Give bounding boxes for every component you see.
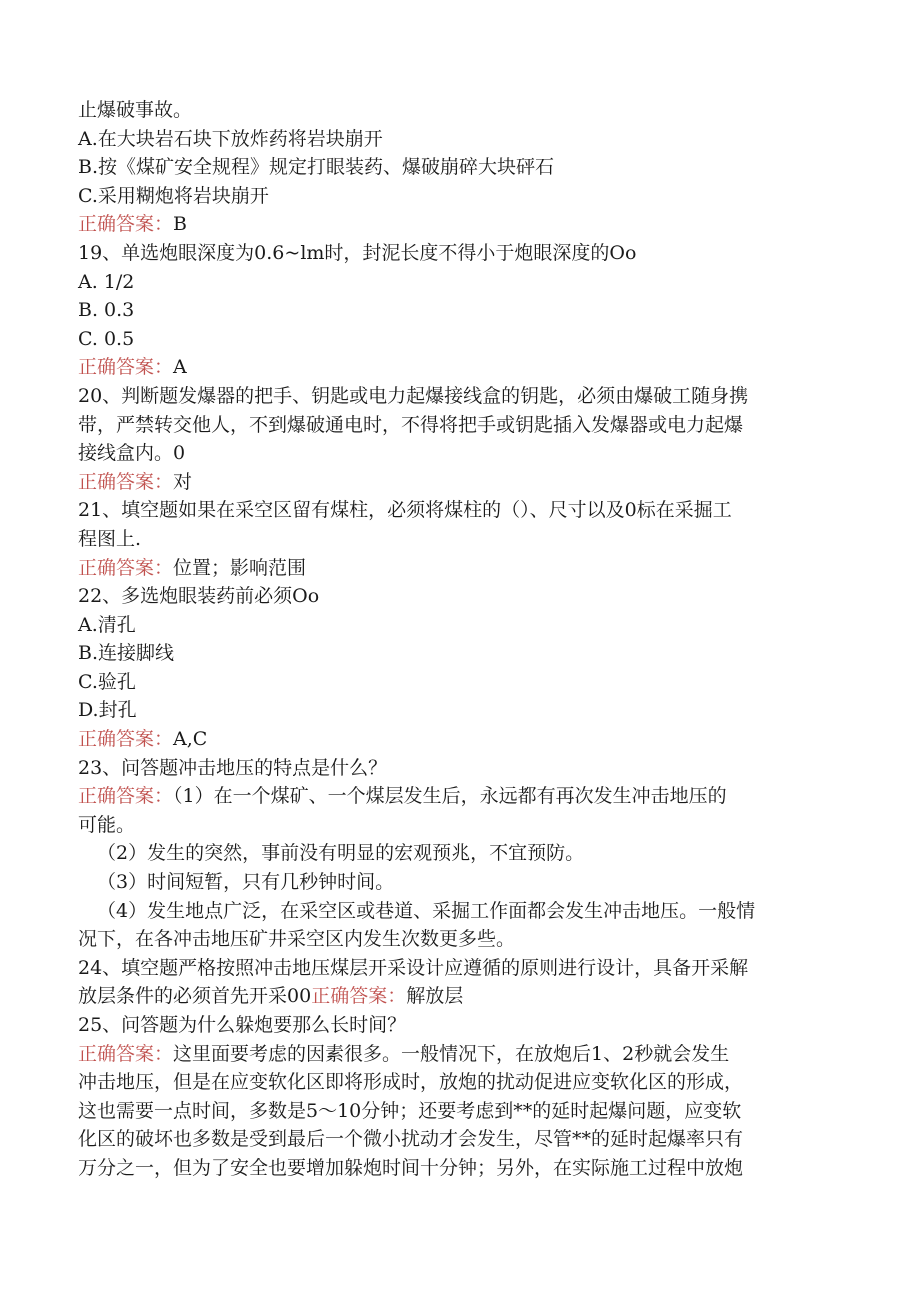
text-line — [78, 811, 848, 840]
line-text: 24、填空题严格按照冲击地压煤层开采设计应遵循的原则进行设计，具备开采解 — [78, 956, 749, 979]
text-line — [78, 1040, 848, 1069]
answer-label: 正确答案： — [78, 1042, 174, 1065]
text-line — [78, 954, 848, 983]
line-text: 冲击地压，但是在应变软化区即将形成时，放炮的扰动促进应变软化区的形成， — [78, 1071, 744, 1094]
text-line — [78, 296, 848, 325]
text-line — [78, 696, 848, 725]
line-text: B.连接脚线 — [78, 642, 175, 665]
line-text: C.验孔 — [78, 670, 136, 693]
line-text: 这也需要一点时间，多数是5～10分钟；还要考虑到**的延时起爆问题，应变软 — [78, 1099, 742, 1122]
text-line — [78, 353, 848, 382]
line-text: A,C — [173, 728, 208, 751]
answer-label: 正确答案： — [311, 985, 407, 1008]
document-body — [78, 96, 848, 1183]
line-text: 23、问答题冲击地压的特点是什么？ — [78, 756, 388, 779]
text-line — [78, 125, 848, 154]
text-line — [78, 725, 848, 754]
line-text: B. 0.3 — [78, 299, 135, 322]
line-text: 21、填空题如果在采空区留有煤柱，必须将煤柱的（）、尺寸以及0标在采掘工 — [78, 499, 732, 522]
text-line — [78, 268, 848, 297]
line-text: 止爆破事故。 — [78, 99, 193, 121]
text-line — [78, 1068, 848, 1097]
line-text: （3）时间短暂，只有几秒钟时间。 — [97, 871, 395, 894]
answer-label: 正确答案： — [78, 213, 174, 236]
line-text: 对 — [173, 470, 193, 493]
text-line — [78, 925, 848, 954]
text-line — [78, 782, 848, 811]
text-line — [78, 411, 848, 440]
text-line — [78, 325, 848, 354]
text-line — [78, 468, 848, 497]
text-line — [78, 382, 848, 411]
line-text: A.清孔 — [78, 613, 136, 636]
text-line — [78, 525, 848, 554]
line-text: B.按《煤矿安全规程》规定打眼装药、爆破崩碎大块砰石 — [78, 156, 555, 179]
text-line — [78, 639, 848, 668]
text-line — [78, 439, 848, 468]
line-text: B — [173, 213, 187, 236]
line-text: 放层条件的必须首先开采00 — [78, 985, 312, 1008]
line-text: 万分之一，但为了安全也要增加躲炮时间十分钟；另外，在实际施工过程中放炮 — [78, 1156, 744, 1179]
text-line — [78, 1125, 848, 1154]
line-text: 可能。 — [78, 813, 136, 836]
answer-label: 正确答案： — [78, 356, 174, 379]
line-text: D.封孔 — [78, 699, 137, 722]
line-text: 化区的破坏也多数是受到最后一个微小扰动才会发生，尽管**的延时起爆率只有 — [78, 1128, 744, 1151]
line-text: 带，严禁转交他人，不到爆破通电时，不得将把手或钥匙插入发爆器或电力起爆 — [78, 413, 744, 436]
line-text: （2）发生的突然，事前没有明显的宏观预兆，不宜预防。 — [97, 842, 585, 865]
line-text: （1）在一个煤矿、一个煤层发生后，永远都有再次发生冲击地压的 — [173, 785, 727, 808]
line-text: C. 0.5 — [78, 327, 135, 350]
text-line — [78, 982, 848, 1011]
text-line — [78, 96, 848, 125]
line-text: A — [173, 356, 187, 379]
line-text: 19、单选炮眼深度为0.6~lm时，封泥长度不得小于炮眼深度的Oo — [78, 241, 637, 264]
line-text: 22、多选炮眼装药前必须Oo — [78, 585, 320, 608]
line-text: 解放层 — [406, 985, 464, 1008]
answer-label: 正确答案： — [78, 556, 174, 579]
text-line — [78, 1011, 848, 1040]
text-line — [78, 496, 848, 525]
line-text: 接线盒内。0 — [78, 442, 186, 465]
line-text: A. 1/2 — [78, 270, 135, 293]
text-line — [78, 210, 848, 239]
text-line — [78, 582, 848, 611]
text-line — [78, 554, 848, 583]
line-text: 25、问答题为什么躲炮要那么长时间？ — [78, 1014, 407, 1036]
line-text: 程图上. — [78, 527, 142, 550]
answer-label: 正确答案： — [78, 470, 174, 493]
text-line — [78, 239, 848, 268]
line-text: 20、判断题发爆器的把手、钥匙或电力起爆接线盒的钥匙，必须由爆破工随身携 — [78, 384, 749, 407]
line-text: 这里面要考虑的因素很多。一般情况下，在放炮后1、2秒就会发生 — [173, 1042, 730, 1065]
text-line — [78, 182, 848, 211]
answer-label: 正确答案： — [78, 728, 174, 751]
line-text: 况下，在各冲击地压矿井采空区内发生次数更多些。 — [78, 928, 516, 951]
text-line — [78, 668, 848, 697]
text-line — [78, 153, 848, 182]
text-line — [78, 868, 848, 897]
text-line — [78, 1154, 848, 1183]
text-line — [78, 839, 848, 868]
line-text: C.采用糊炮将岩块崩开 — [78, 184, 269, 207]
answer-label: 正确答案： — [78, 785, 174, 808]
line-text: A.在大块岩石块下放炸药将岩块崩开 — [78, 127, 383, 150]
text-line — [78, 754, 848, 783]
text-line — [78, 1097, 848, 1126]
text-line — [78, 611, 848, 640]
line-text: 位置；影响范围 — [173, 556, 307, 579]
line-text: （4）发生地点广泛，在采空区或巷道、采掘工作面都会发生冲击地压。一般情 — [97, 899, 756, 922]
text-line — [78, 897, 848, 926]
